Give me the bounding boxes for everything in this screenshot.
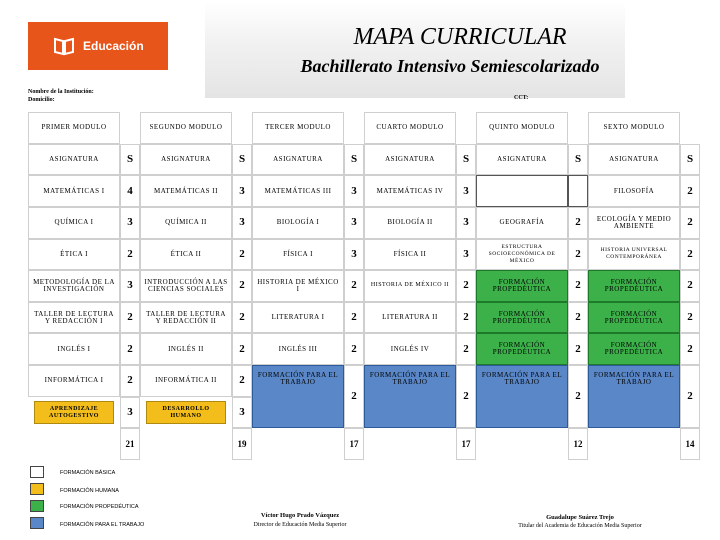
sessions-cell: 2 bbox=[680, 175, 700, 207]
legend-swatch-work bbox=[30, 517, 44, 529]
subject-cell: INGLÉS I bbox=[28, 333, 120, 365]
subject-cell: QUÍMICA I bbox=[28, 207, 120, 239]
sessions-cell: 2 bbox=[120, 302, 140, 334]
subject-cell: TALLER DE LECTURA Y REDACCIÓN II bbox=[140, 302, 232, 334]
sessions-cell: 3 bbox=[120, 397, 140, 429]
total-cell: 19 bbox=[232, 428, 252, 460]
total-cell: 17 bbox=[456, 428, 476, 460]
subject-column-header: ASIGNATURA bbox=[140, 144, 232, 176]
subject-cell: MATEMÁTICAS I bbox=[28, 175, 120, 207]
total-cell: 17 bbox=[344, 428, 364, 460]
subject-cell: HISTORIA UNIVERSAL CONTEMPORÁNEA bbox=[588, 239, 680, 271]
signature-name: Guadalupe Suárez Trejo bbox=[546, 514, 614, 521]
sessions-cell: 4 bbox=[120, 175, 140, 207]
sessions-cell: 3 bbox=[456, 207, 476, 239]
module-header: TERCER MODULO bbox=[252, 112, 344, 144]
sessions-cell: 2 bbox=[568, 302, 588, 334]
sessions-cell: 2 bbox=[680, 333, 700, 365]
subject-column-header: ASIGNATURA bbox=[364, 144, 456, 176]
subject-cell: GEOGRAFÍA bbox=[476, 207, 568, 239]
subject-cell: BIOLOGÍA II bbox=[364, 207, 456, 239]
sessions-cell: 3 bbox=[344, 175, 364, 207]
module-header: SEXTO MODULO bbox=[588, 112, 680, 144]
subject-cell: MATEMÁTICAS II bbox=[140, 175, 232, 207]
legend-label: FORMACIÓN PROPEDÉUTICA bbox=[60, 504, 139, 510]
propaedeutic-cell: FORMACIÓN PROPEDÉUTICA bbox=[588, 270, 680, 302]
sessions-cell: 2 bbox=[680, 207, 700, 239]
sessions-cell: 3 bbox=[344, 207, 364, 239]
subject-cell: ESTRUCTURA SOCIOECONÓMICA DE MÉXICO bbox=[476, 239, 568, 271]
subject-cell: FÍSICA I bbox=[252, 239, 344, 271]
subject-cell: INGLÉS II bbox=[140, 333, 232, 365]
sessions-cell: 3 bbox=[344, 239, 364, 271]
sessions-column-header: S bbox=[120, 144, 140, 176]
curriculum-grid bbox=[28, 112, 695, 460]
logo-text: Educación bbox=[83, 39, 144, 53]
subject-cell: METODOLOGÍA DE LA INVESTIGACIÓN bbox=[28, 270, 120, 302]
subject-cell: TALLER DE LECTURA Y REDACCIÓN I bbox=[28, 302, 120, 334]
subject-cell: FÍSICA II bbox=[364, 239, 456, 271]
propaedeutic-cell: FORMACIÓN PROPEDÉUTICA bbox=[588, 333, 680, 365]
sessions-cell: 2 bbox=[680, 270, 700, 302]
legend-swatch-human bbox=[30, 483, 44, 495]
sessions-cell: 2 bbox=[568, 333, 588, 365]
sessions-column-header: S bbox=[232, 144, 252, 176]
sessions-cell: 3 bbox=[232, 207, 252, 239]
sessions-cell: 2 bbox=[120, 239, 140, 271]
sessions-column-header: S bbox=[568, 144, 588, 176]
sessions-cell: 2 bbox=[456, 333, 476, 365]
subject-cell: MATEMÁTICAS III bbox=[252, 175, 344, 207]
sessions-cell: 2 bbox=[680, 365, 700, 428]
subject-column-header: ASIGNATURA bbox=[28, 144, 120, 176]
work-training-cell: FORMACIÓN PARA EL TRABAJO bbox=[364, 365, 456, 428]
sessions-cell: 2 bbox=[344, 270, 364, 302]
module-header: QUINTO MODULO bbox=[476, 112, 568, 144]
sessions-cell: 2 bbox=[344, 365, 364, 428]
sessions-cell: 2 bbox=[120, 333, 140, 365]
legend-label: FORMACIÓN BÁSICA bbox=[60, 470, 116, 476]
sessions-cell: 2 bbox=[680, 239, 700, 271]
subject-cell: FILOSOFÍA bbox=[588, 175, 680, 207]
propaedeutic-cell: FORMACIÓN PROPEDÉUTICA bbox=[476, 302, 568, 334]
subject-cell: MATEMÁTICAS IV bbox=[364, 175, 456, 207]
empty-sessions-cell bbox=[568, 175, 588, 207]
subject-column-header: ASIGNATURA bbox=[252, 144, 344, 176]
subject-cell: INGLÉS III bbox=[252, 333, 344, 365]
sessions-cell: 2 bbox=[456, 365, 476, 428]
sessions-cell: 3 bbox=[232, 397, 252, 429]
total-cell: 14 bbox=[680, 428, 700, 460]
sessions-cell: 3 bbox=[120, 207, 140, 239]
sessions-column-header: S bbox=[680, 144, 700, 176]
propaedeutic-cell: FORMACIÓN PROPEDÉUTICA bbox=[476, 333, 568, 365]
work-training-cell: FORMACIÓN PARA EL TRABAJO bbox=[476, 365, 568, 428]
legend-label: FORMACIÓN PARA EL TRABAJO bbox=[60, 522, 145, 528]
subject-column-header: ASIGNATURA bbox=[588, 144, 680, 176]
subject-cell: INTRODUCCIÓN A LAS CIENCIAS SOCIALES bbox=[140, 270, 232, 302]
legend-swatch-propaedeutic bbox=[30, 500, 44, 512]
work-training-cell: FORMACIÓN PARA EL TRABAJO bbox=[252, 365, 344, 428]
sessions-cell: 2 bbox=[120, 365, 140, 397]
sessions-cell: 2 bbox=[344, 302, 364, 334]
book-icon bbox=[53, 36, 75, 56]
sessions-cell: 2 bbox=[568, 365, 588, 428]
sessions-column-header: S bbox=[344, 144, 364, 176]
education-logo bbox=[28, 22, 168, 70]
cct-label: CCT: bbox=[514, 95, 529, 101]
sessions-cell: 2 bbox=[232, 239, 252, 271]
legend-swatch-basic bbox=[30, 466, 44, 478]
subject-cell: HISTORIA DE MÉXICO II bbox=[364, 270, 456, 302]
subject-cell: LITERATURA II bbox=[364, 302, 456, 334]
legend-label: FORMACIÓN HUMANA bbox=[60, 488, 119, 494]
module-header: CUARTO MODULO bbox=[364, 112, 456, 144]
subject-cell: INGLÉS IV bbox=[364, 333, 456, 365]
subject-cell: LITERATURA I bbox=[252, 302, 344, 334]
page-title: MAPA CURRICULAR bbox=[353, 24, 567, 50]
signature-title: Director de Educación Media Superior bbox=[253, 522, 347, 528]
subject-cell: BIOLOGÍA I bbox=[252, 207, 344, 239]
sessions-cell: 3 bbox=[120, 270, 140, 302]
sessions-cell: 2 bbox=[232, 365, 252, 397]
sessions-cell: 3 bbox=[456, 175, 476, 207]
propaedeutic-cell: FORMACIÓN PROPEDÉUTICA bbox=[588, 302, 680, 334]
page-subtitle: Bachillerato Intensivo Semiescolarizado bbox=[300, 56, 600, 76]
subject-column-header: ASIGNATURA bbox=[476, 144, 568, 176]
total-cell: 12 bbox=[568, 428, 588, 460]
subject-cell: ECOLOGÍA Y MEDIO AMBIENTE bbox=[588, 207, 680, 239]
sessions-cell: 2 bbox=[568, 207, 588, 239]
module-header: SEGUNDO MODULO bbox=[140, 112, 232, 144]
sessions-cell: 2 bbox=[456, 270, 476, 302]
total-cell: 21 bbox=[120, 428, 140, 460]
sessions-cell: 3 bbox=[232, 175, 252, 207]
sessions-cell: 2 bbox=[344, 333, 364, 365]
signature-name: Víctor Hugo Prado Vázquez bbox=[260, 512, 340, 519]
subject-cell: QUÍMICA II bbox=[140, 207, 232, 239]
address-label: Domicilio: bbox=[28, 97, 55, 103]
sessions-cell: 2 bbox=[680, 302, 700, 334]
subject-cell: HISTORIA DE MÉXICO I bbox=[252, 270, 344, 302]
subject-cell: INFORMÁTICA II bbox=[140, 365, 232, 397]
sessions-cell: 3 bbox=[456, 239, 476, 271]
subject-cell: ÉTICA II bbox=[140, 239, 232, 271]
signature-title: Titular del Academia de Educación Media Superior bbox=[518, 523, 642, 529]
subject-cell: ÉTICA I bbox=[28, 239, 120, 271]
institution-label: Nombre de la Institución: bbox=[28, 89, 94, 95]
propaedeutic-cell: FORMACIÓN PROPEDÉUTICA bbox=[476, 270, 568, 302]
subject-cell: INFORMÁTICA I bbox=[28, 365, 120, 397]
sessions-column-header: S bbox=[456, 144, 476, 176]
empty-subject-cell bbox=[476, 175, 568, 207]
sessions-cell: 2 bbox=[568, 270, 588, 302]
human-formation-cell: DESARROLLO HUMANO bbox=[146, 401, 226, 425]
sessions-cell: 2 bbox=[456, 302, 476, 334]
module-header: PRIMER MODULO bbox=[28, 112, 120, 144]
sessions-cell: 2 bbox=[232, 333, 252, 365]
sessions-cell: 2 bbox=[232, 302, 252, 334]
sessions-cell: 2 bbox=[232, 270, 252, 302]
sessions-cell: 2 bbox=[568, 239, 588, 271]
work-training-cell: FORMACIÓN PARA EL TRABAJO bbox=[588, 365, 680, 428]
human-formation-cell: APRENDIZAJE AUTOGESTIVO bbox=[34, 401, 114, 425]
